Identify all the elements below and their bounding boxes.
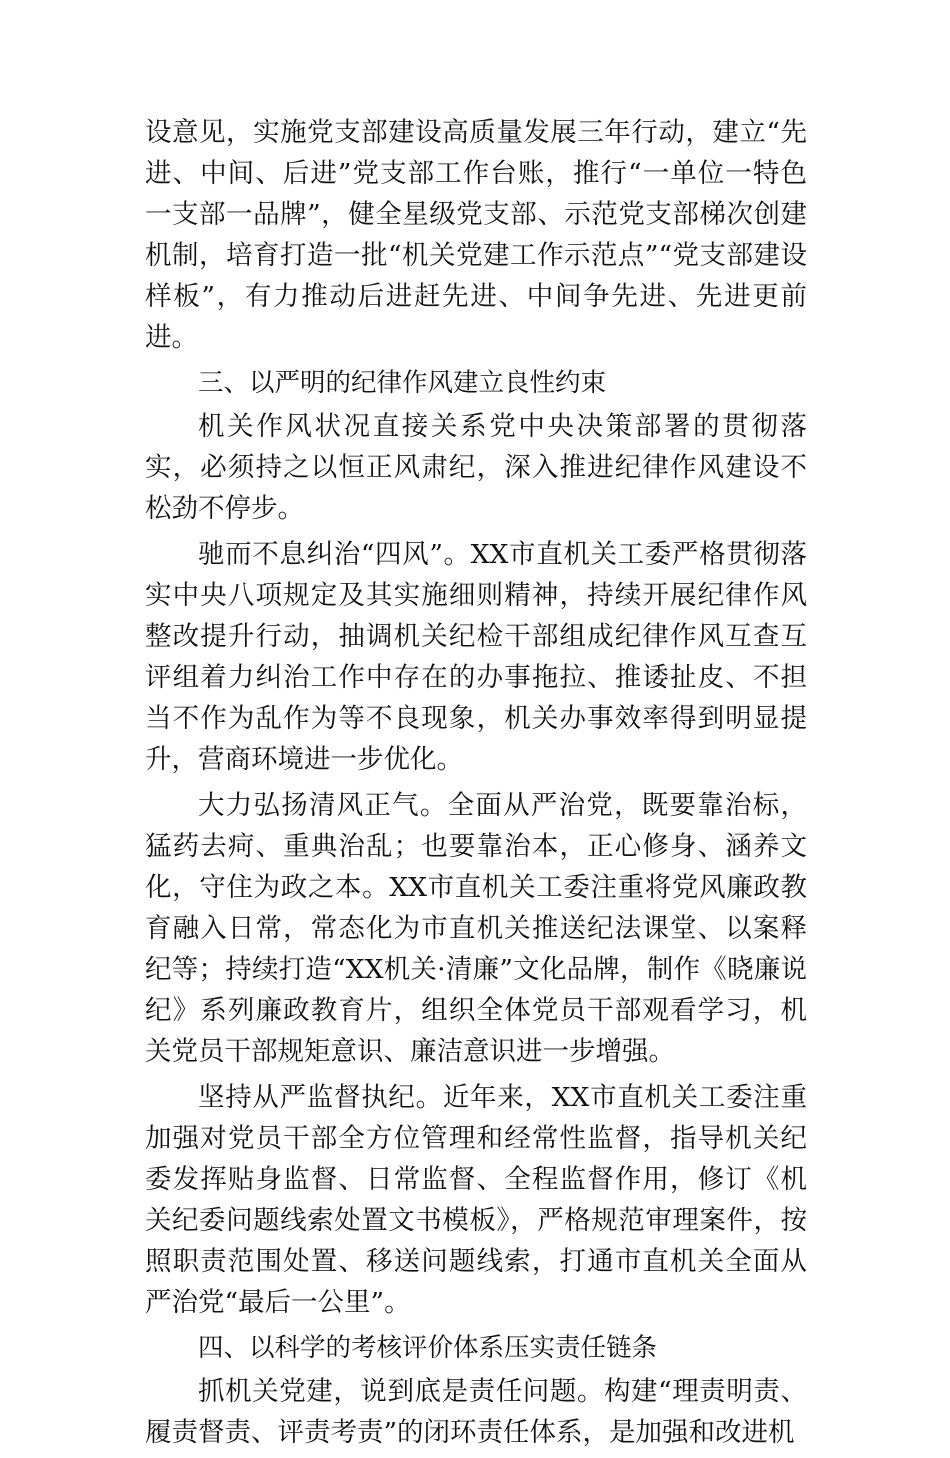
paragraph-strict-supervision: 坚持从严监督执纪。近年来，XX市直机关工委注重加强对党员干部全方位管理和经常性监督，指导机关纪委发挥贴身监督、日常监督、全程监督作用，修订《机关纪委问题线索处置文书模板》，严格规范审理案件，按照职责范围处置、移送问题线索，打通市直机关全面从严治党“最后一公里”。 [145, 1082, 807, 1318]
paragraph-four-winds: 驰而不息纠治“四风”。XX市直机关工委严格贯彻落实中央八项规定及其实施细则精神，持续开展纪律作风整改提升行动，抽调机关纪检干部组成纪律作风互查互评组着力纠治工作中存在的办事拖拉、推诿扯皮、不担当不作为乱作为等不良现象，机关办事效率得到明显提升，营商环境进一步优化。 [145, 539, 807, 775]
paragraph-intro-discipline: 机关作风状况直接关系党中央决策部署的贯彻落实，必须持之以恒正风肃纪，深入推进纪律作风建设不松劲不停步。 [145, 411, 807, 524]
section-heading-three: 三、以严明的纪律作风建立良性约束 [198, 368, 607, 398]
paragraph-responsibility: 抓机关党建，说到底是责任问题。构建“理责明责、履责督责、评责考责”的闭环责任体系，是加强和改进机 [145, 1376, 807, 1448]
section-heading-four: 四、以科学的考核评价体系压实责任链条 [198, 1333, 658, 1363]
document-page [145, 112, 807, 1458]
paragraph-continuation: 设意见，实施党支部建设高质量发展三年行动，建立“先进、中间、后进”党支部工作台账，推行“一单位一特色一支部一品牌”，健全星级党支部、示范党支部梯次创建机制，培育打造一批“机关党建工作示范点”“党支部建设样板”，有力推动后进赶先进、中间争先进、先进更前进。 [145, 117, 807, 353]
paragraph-integrity-culture: 大力弘扬清风正气。全面从严治党，既要靠治标，猛药去疴、重典治乱；也要靠治本，正心修身、涵养文化，守住为政之本。XX市直机关工委注重将党风廉政教育融入日常，常态化为市直机关推送纪法课堂、以案释纪等；持续打造“XX机关·清廉”文化品牌，制作《晓廉说纪》系列廉政教育片，组织全体党员干部观看学习，机关党员干部规矩意识、廉洁意识进一步增强。 [145, 790, 807, 1067]
